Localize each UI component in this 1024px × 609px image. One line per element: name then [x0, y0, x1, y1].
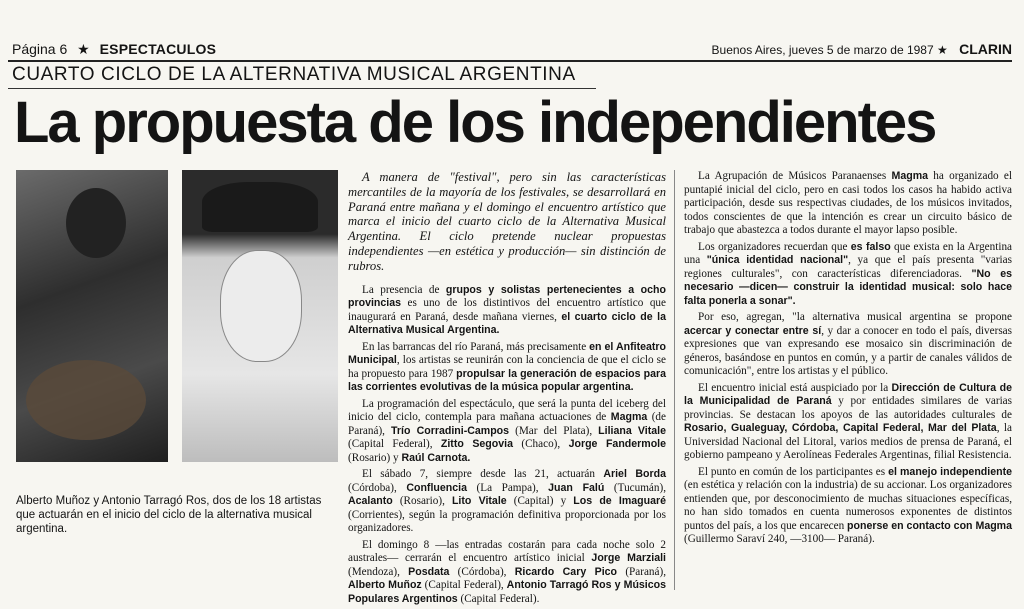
paragraph-text: (Guillermo Saraví 240, —3100— Paraná). [684, 533, 875, 545]
issue-date: Buenos Aires, jueves 5 de marzo de 1987 [711, 43, 934, 57]
paragraph-text: En las barrancas del río Paraná, más precisamente [362, 340, 590, 353]
star-icon: ★ [937, 43, 948, 57]
paragraph-text: (Córdoba), [348, 481, 407, 494]
article-paragraph [684, 241, 1012, 309]
article-paragraph [684, 382, 1012, 463]
paragraph-text: (Mar del Plata), [509, 424, 599, 437]
paragraph-text: (Rosario) y [348, 451, 402, 464]
paragraph-text: La presencia de [362, 283, 446, 296]
paragraph-bold-text: el manejo independiente [888, 465, 1012, 478]
photo-figure-head [66, 188, 126, 258]
column-2-body [684, 170, 1012, 547]
paragraph-bold-text: Posdata [408, 565, 450, 578]
paragraph-text: (Tucumán), [604, 481, 667, 494]
paragraph-text: (Capital) y [506, 495, 574, 508]
paragraph-bold-text: Ariel Borda [603, 468, 666, 481]
publication-name: CLARIN [959, 41, 1012, 57]
article-paragraph [684, 466, 1012, 547]
paragraph-bold-text: Magma [891, 170, 929, 182]
article-paragraph [348, 341, 666, 395]
column-divider [674, 170, 675, 590]
paragraph-bold-text: Rosario, Gualeguay, Córdoba, Capital Federal, Mar del Plata [684, 422, 997, 434]
article-lead: A manera de "festival", pero sin las características mercantiles de la mayoría de los festivales, se desarrollará en Paraná entre mañana y el domingo el encuentro artístico que marca el inicio del cuarto ciclo de la Alternativa Musical Argentina. El ciclo pretende nuclear propuestas independientes —en estética y producción— sin distinción de rubros. [348, 170, 666, 273]
section-name: ESPECTACULOS [99, 41, 217, 57]
paragraph-text: El domingo 8 —las entradas costarán para cada noche solo 2 australes— cerrarán el encuentro artístico inicial [348, 538, 666, 565]
star-icon: ★ [77, 41, 90, 57]
kicker-rule [8, 88, 596, 89]
article-paragraph [348, 284, 666, 338]
paragraph-bold-text: Lito Vitale [451, 495, 507, 508]
kicker: CUARTO CICLO DE LA ALTERNATIVA MUSICAL ARGENTINA [12, 64, 576, 85]
caption-line: argentina. [16, 523, 68, 535]
photo-hat [202, 182, 318, 232]
article-paragraph [684, 311, 1012, 379]
article-paragraph [348, 468, 666, 536]
article-column-1 [348, 170, 666, 609]
paragraph-text: El encuentro inicial está auspiciado por la [698, 381, 892, 394]
paragraph-bold-text: ponerse en contacto con Magma [847, 519, 1012, 532]
paragraph-text: La Agrupación de Músicos Paranaenses [698, 170, 892, 182]
paragraph-text: (Córdoba), [449, 565, 515, 578]
paragraph-bold-text: Acalanto [348, 495, 393, 508]
paragraph-bold-text: Magma [610, 411, 648, 424]
caption-line: Alberto Muñoz y Antonio Tarragó Ros, dos de los 18 artistas [16, 495, 322, 507]
paragraph-bold-text: Zitto Segovia [440, 438, 513, 451]
article-paragraph [348, 539, 666, 607]
paragraph-text: (La Pampa), [466, 481, 549, 494]
column-1-body [348, 284, 666, 607]
page-header [8, 38, 1012, 60]
paragraph-bold-text: Alberto Muñoz [348, 579, 422, 592]
paragraph-bold-text: Antonio Tarragó Ros y Músicos Populares Argentinos [348, 579, 666, 605]
photo-antonio-tarrago-ros [182, 170, 338, 462]
article-paragraph [684, 170, 1012, 238]
paragraph-bold-text: propulsar la generación de espacios para las corrientes evolutivas de la música popular argentina. [348, 367, 666, 394]
paragraph-bold-text: Juan Falú [548, 481, 605, 494]
header-rule [8, 60, 1012, 62]
paragraph-text: Los organizadores recuerdan que [698, 240, 851, 253]
paragraph-text: , ya que el país presenta "varias regiones culturales", con características diferenciadoras. [684, 254, 1012, 280]
paragraph-bold-text: acercar y conectar entre sí [684, 324, 822, 337]
photo-guitar [26, 360, 146, 440]
paragraph-text: que exista en la Argentina una [684, 240, 1012, 266]
paragraph-text: Por eso, agregan, "la alternativa musical argentina se propone [698, 311, 1012, 323]
paragraph-bold-text: en el Anfiteatro Municipal [348, 340, 667, 367]
paragraph-bold-text: Jorge Marziali [591, 552, 666, 565]
header-left [12, 41, 216, 58]
paragraph-bold-text: Raúl Carnota. [401, 451, 471, 464]
paragraph-text: (Rosario), [392, 495, 452, 508]
paragraph-text: (Capital Federal), [421, 579, 507, 592]
paragraph-bold-text: Jorge Fandermole [568, 438, 666, 451]
header-right [712, 41, 1012, 57]
paragraph-bold-text: "única identidad nacional" [706, 254, 849, 266]
paragraph-text: La programación del espectáculo, que será la punta del iceberg del inicio del ciclo, contempla para mañana actuaciones de [348, 397, 666, 424]
paragraph-bold-text: Trío Corradini-Campos [391, 424, 510, 437]
photo-face [220, 250, 302, 362]
paragraph-text: (Capital Federal), [348, 438, 441, 451]
paragraph-text: ha organizado el puntapié inicial del ciclo, pero en casi todos los casos ha habido activa participación, desde sus respectivas ciudades, de los músicos invitados, todos conscientes de que la intención es crear un circuito básico de trabajo que abastezca a todos durante el mayor lapso posible. [684, 170, 1012, 236]
headline: La propuesta de los independientes [14, 90, 936, 155]
paragraph-bold-text: grupos y solistas pertenecientes a ocho provincias [348, 283, 666, 310]
paragraph-text: (en estética y relación con la industria) de su accionar. Los organizadores entienden que, por desconocimiento de muchas situaciones específicas, no han sido tomados en cuenta numerosos exponentes de distintos puntos del país, a los que encarecen [684, 479, 1012, 532]
paragraph-text: El sábado 7, siempre desde las 21, actuarán [362, 468, 604, 481]
page-number: Página 6 [12, 41, 68, 57]
paragraph-text: , la Universidad Nacional del Litoral, varios medios de prensa de Paraná, el gobierno pampeano y Aerolíneas Federales Argentinas, filial Resistencia. [684, 422, 1012, 461]
paragraph-text: es uno de los distintivos del encuentro artístico que inaugurará en Paraná, desde mañana viernes, [348, 297, 666, 323]
photo-caption [16, 494, 346, 536]
caption-line: que actuarán en el inicio del ciclo de la alternativa musical [16, 509, 312, 521]
paragraph-text: El punto en común de los participantes es [698, 465, 889, 478]
article-paragraph [348, 398, 666, 466]
photo-alberto-munoz [16, 170, 168, 462]
paragraph-bold-text: "No es necesario —dicen— construir la identidad musical: solo hace falta ponerla a sonar". [684, 267, 1012, 307]
paragraph-bold-text: el cuarto ciclo de la Alternativa Musical Argentina. [348, 310, 666, 337]
paragraph-text: (Capital Federal). [457, 592, 540, 605]
paragraph-bold-text: Confluencia [406, 481, 467, 494]
paragraph-text: (Chaco), [512, 438, 569, 451]
paragraph-bold-text: Dirección de Cultura de la Municipalidad de Paraná [684, 381, 1012, 407]
paragraph-text: , los artistas se reunirán con la conciencia de que el ciclo se ha propuesto para 1987 [348, 354, 666, 380]
paragraph-text: (Paraná), [617, 565, 667, 578]
paragraph-bold-text: Ricardo Cary Pico [514, 565, 618, 578]
paragraph-text: (Corrientes), según la programación definitiva proporcionada por los organizadores. [348, 508, 666, 535]
paragraph-bold-text: es falso [850, 240, 891, 253]
paragraph-text: y por entidades similares de varias provincias. Se destacan los apoyos de las autoridades culturales de [684, 395, 1012, 421]
article-column-2 [684, 170, 1012, 550]
paragraph-text: (Mendoza), [348, 565, 409, 578]
paragraph-bold-text: Liliana Vitale [598, 424, 666, 437]
paragraph-text: , y dar a conocer en todo el país, diversas expresiones que van expresando ese mosaico sin discriminación de géneros, basándose en puntos en común, y a partir de canales válidos de comunicación", entre los artistas y el público. [684, 324, 1012, 377]
paragraph-text: (de Paraná), [348, 411, 666, 437]
paragraph-bold-text: Los de Imaguaré [573, 495, 667, 508]
